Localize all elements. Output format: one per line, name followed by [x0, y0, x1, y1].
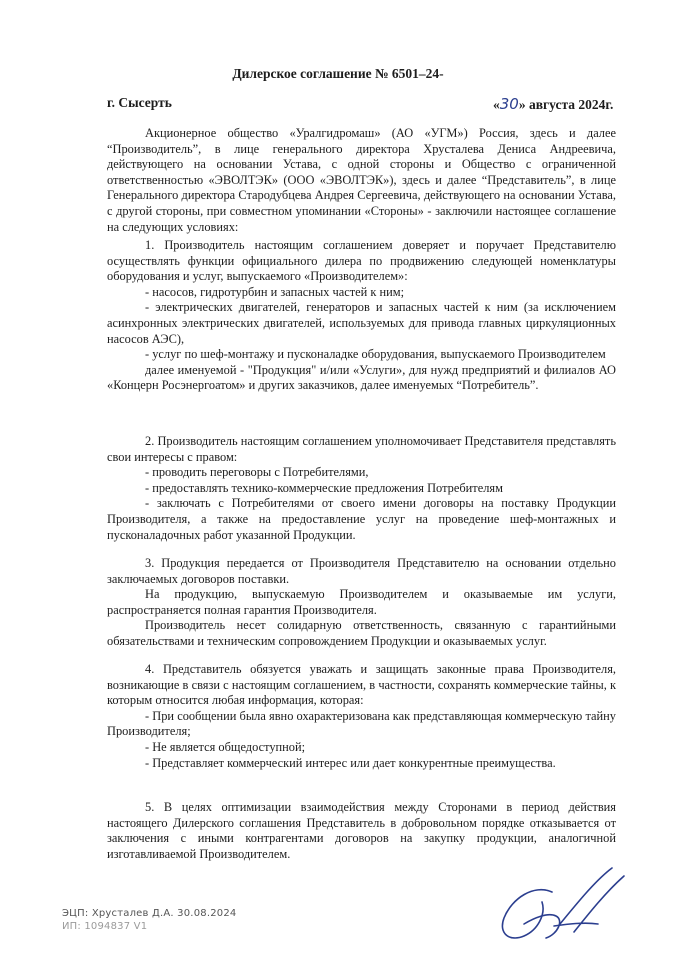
- city: г. Сысерть: [107, 95, 172, 110]
- date-day-handwritten: 30: [499, 95, 519, 113]
- stamp-line-2: ИП: 1094837 V1: [62, 921, 148, 932]
- clause-4: [107, 662, 616, 771]
- stamp-line-1: ЭЦП: Хрусталев Д.А. 30.08.2024: [62, 908, 237, 919]
- electronic-signature-stamp: [62, 907, 236, 933]
- clause-5: [107, 800, 616, 862]
- preamble: Акционерное общество «Уралгидромаш» (АО «УГМ») Россия, здесь и далее “Производитель”, в лице генерального директора Хрусталева Дениса Андреевича, действующего на основании Устава, с одной стороны и Общество с ограниченной ответственностью «ЭВОЛТЭК» (ООО «ЭВОЛТЭК»), здесь и далее “Представитель”, в лице Генерального директора Стародубцева Андрея Сергеевича, действующего на основании Устава, с другой стороны, при совместном упоминании «Стороны» - заключили настоящее соглашение на следующих условиях:: [107, 126, 616, 234]
- clause-3-p2: На продукцию, выпускаемую Производителем и оказываемые им услуги, распространяется полная гарантия Производителя.: [107, 587, 616, 617]
- clause-1-item-3: - услуг по шеф-монтажу и пусконаладке оборудования, выпускаемого Производителем: [145, 347, 606, 362]
- clause-4-intro: 4. Представитель обязуется уважать и защищать законные права Производителя, возникающие в связи с настоящим соглашением, в частности, сохранять коммерческие тайны, к которым относится любая информация, которая:: [107, 662, 616, 708]
- clause-3: [107, 556, 616, 650]
- clause-3-p3: Производитель несет солидарную ответственность, связанную с гарантийными обязательствами и техническим сопровождением Продукции и оказываемых услуг.: [107, 618, 616, 648]
- clause-4-item-1: - При сообщении была явно охарактеризована как представляющая коммерческую тайну Производителя;: [107, 708, 616, 739]
- document-title: Дилерское соглашение № 6501–24-: [232, 66, 444, 81]
- clause-2: [107, 434, 616, 543]
- clause-1-outro: далее именуемой - "Продукция" и/или «Услуги», для нужд предприятий и филиалов АО «Концерн Росэнергоатом» и других заказчиков, далее именуемых “Потребитель”.: [107, 362, 616, 393]
- clause-2-item-1: - проводить переговоры с Потребителями,: [145, 465, 369, 480]
- clause-4-item-3: - Представляет коммерческий интерес или дает конкурентные преимущества.: [145, 755, 556, 770]
- agreement-date: [493, 95, 613, 113]
- clause-1-item-1: - насосов, гидротурбин и запасных частей к ним;: [145, 284, 405, 299]
- clause-1-intro: 1. Производитель настоящим соглашением доверяет и поручает Представителю осуществлять функции официального дилера по продвижению следующей номенклатуры оборудования и услуг, выпускаемого «Производителем»:: [107, 238, 616, 284]
- date-month-year: » августа 2024г.: [518, 97, 614, 112]
- clause-4-item-2: - Не является общедоступной;: [145, 739, 306, 754]
- date-open-quote: «: [493, 97, 500, 112]
- preamble-block: [107, 126, 616, 235]
- signature-image: [494, 862, 644, 947]
- clause-2-item-3: - заключать с Потребителями от своего имени договоры на поставку Продукции Производителя, а также на предоставление услуг на проведение шеф-монтажных и пусконаладочных работ указанной Продукции.: [107, 496, 616, 542]
- clause-3-p1: 3. Продукция передается от Производителя Представителю на основании отдельно заключаемых договоров поставки.: [107, 556, 616, 586]
- clause-1: [107, 238, 616, 394]
- clause-2-item-2: - предоставлять технико-коммерческие предложения Потребителям: [145, 480, 503, 495]
- clause-2-intro: 2. Производитель настоящим соглашением уполномочивает Представителя представлять свои интересы с правом:: [107, 434, 616, 464]
- clause-1-item-2: - электрических двигателей, генераторов и запасных частей к ним (за исключением асинхронных электрических двигателей, используемых для привода главных циркуляционных насосов АЭС),: [107, 300, 616, 346]
- clause-5-text: 5. В целях оптимизации взаимодействия между Сторонами в период действия настоящего Дилерского соглашения Представитель в добровольном порядке отказывается от заключения с иными контрагентами договоров на закупку продукции, аналогичной изготавливаемой Производителем.: [107, 800, 616, 861]
